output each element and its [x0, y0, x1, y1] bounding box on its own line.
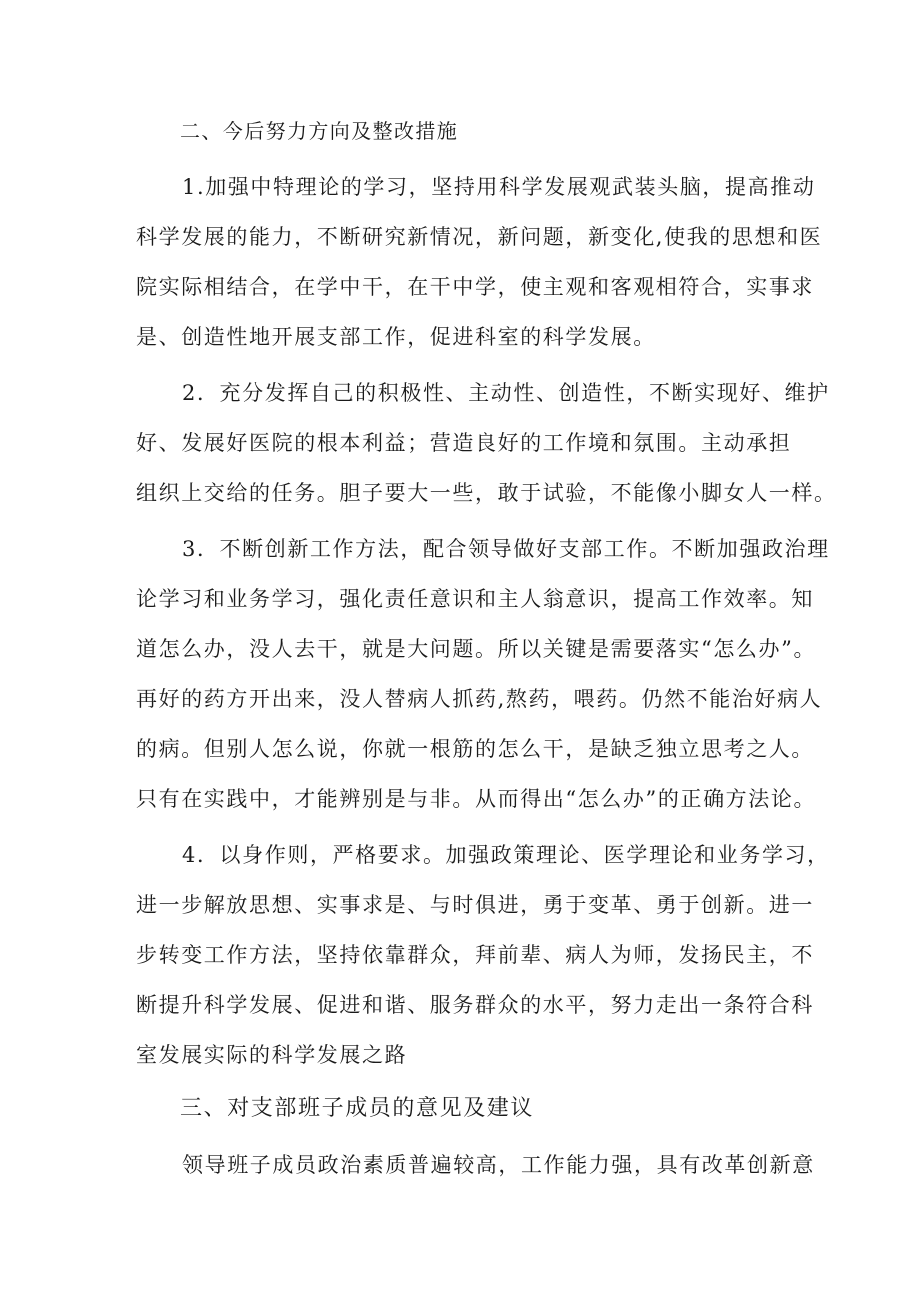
paragraph-line: 3．不断创新工作方法，配合领导做好支部工作。不断加强政治理 [182, 537, 830, 561]
paragraph-line: 好、发展好医院的根本利益；营造良好的工作境和氛围。主动承担 [136, 431, 792, 455]
paragraph-line: 室发展实际的科学发展之路 [136, 1043, 408, 1067]
section-2-heading: 二、今后努力方向及整改措施 [180, 119, 459, 143]
section-3-heading: 三、对支部班子成员的意见及建议 [180, 1096, 535, 1121]
paragraph-line: 2．充分发挥自己的积极性、主动性、创造性，不断实现好、维护 [182, 381, 830, 405]
paragraph-line: 院实际相结合，在学中干，在干中学，使主观和客观相符合，实事求 [136, 275, 814, 299]
paragraph-line: 再好的药方开出来，没人替病人抓药,熬药，喂药。仍然不能治好病人 [136, 687, 823, 711]
paragraph-line: 断提升科学发展、促进和谐、服务群众的水平，努力走出一条符合科 [136, 993, 814, 1017]
paragraph-line: 论学习和业务学习，强化责任意识和主人翁意识，提高工作效率。知 [136, 587, 814, 611]
paragraph-line: 步转变工作方法，坚持依靠群众，拜前辈、病人为师，发扬民主，不 [136, 943, 814, 967]
paragraph-line: 只有在实践中，才能辨别是与非。从而得出“怎么办”的正确方法论。 [136, 787, 817, 811]
paragraph-line: 领导班子成员政治素质普遍较高，工作能力强，具有改革创新意 [182, 1153, 815, 1177]
paragraph-line: 科学发展的能力，不断研究新情况，新问题，新变化,使我的思想和医 [136, 225, 823, 249]
paragraph-line: 道怎么办，没人去干，就是大问题。所以关键是需要落实“怎么办”。 [136, 637, 817, 661]
paragraph-line: 的病。但别人怎么说，你就一根筋的怎么干，是缺乏独立思考之人。 [136, 737, 814, 761]
paragraph-line: 进一步解放思想、实事求是、与时俱进，勇于变革、勇于创新。进一 [136, 893, 814, 917]
paragraph-line: 4．以身作则，严格要求。加强政策理论、医学理论和业务学习， [182, 843, 830, 867]
paragraph-line: 1.加强中特理论的学习，坚持用科学发展观武装头脑，提高推动 [182, 175, 816, 199]
paragraph-line: 是、创造性地开展支部工作，促进科室的科学发展。 [136, 325, 656, 349]
paragraph-line: 组织上交给的任务。胆子要大一些，敢于试验，不能像小脚女人一样。 [136, 481, 837, 505]
